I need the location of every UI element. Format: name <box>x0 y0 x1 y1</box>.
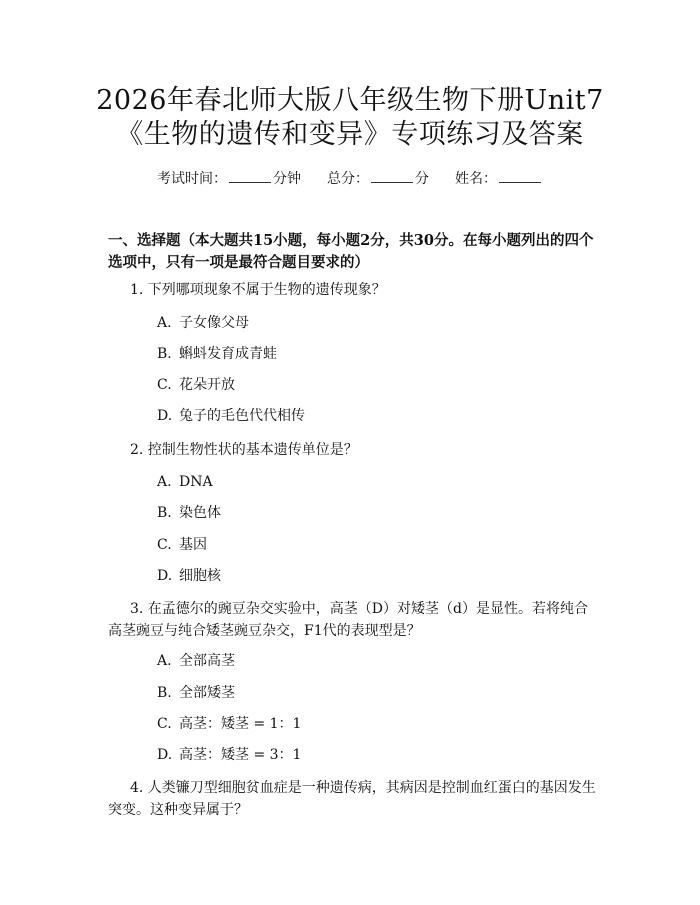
option-text: 子女像父母 <box>179 315 249 331</box>
option-text: 高茎：矮茎 = 1：1 <box>179 716 302 732</box>
question-stem: 1. 下列哪项现象不属于生物的遗传现象？ <box>130 282 386 298</box>
option-key: C. <box>157 716 172 732</box>
option-item <box>157 714 301 734</box>
exam-meta <box>0 168 700 189</box>
option-text: 染色体 <box>179 505 221 521</box>
option-text: 花朵开放 <box>179 377 235 393</box>
title-line-2: 《生物的遗传和变异》专项练习及答案 <box>116 119 584 150</box>
option-item <box>157 313 249 333</box>
option-item <box>157 745 301 765</box>
total-score-blank <box>371 168 413 183</box>
question-stem: 2. 控制生物性状的基本遗传单位是？ <box>130 442 358 458</box>
option-item <box>157 406 305 426</box>
option-key: B. <box>157 685 172 701</box>
total-score-label: 总分： <box>327 171 369 187</box>
option-text: 兔子的毛色代代相传 <box>179 408 305 424</box>
option-text: 细胞核 <box>179 568 221 584</box>
option-key: D. <box>157 568 173 584</box>
option-item <box>157 472 213 492</box>
option-key: B. <box>157 346 172 362</box>
student-name <box>455 168 543 189</box>
exam-time-blank <box>229 168 271 183</box>
option-item <box>157 535 207 555</box>
option-key: A. <box>157 315 172 331</box>
question-stem: 3. 在孟德尔的豌豆杂交实验中，高茎（D）对矮茎（d）是显性。若将纯合高茎豌豆与纯合矮茎豌豆杂交，F1代的表现型是？ <box>108 601 588 639</box>
exam-time-unit: 分钟 <box>273 171 301 187</box>
option-text: 高茎：矮茎 = 3：1 <box>179 747 302 763</box>
option-text: 蝌蚪发育成青蛙 <box>179 346 277 362</box>
option-text: 全部高茎 <box>179 653 235 669</box>
option-key: C. <box>157 537 172 553</box>
exam-time-label: 考试时间： <box>157 171 227 187</box>
total-score-unit: 分 <box>415 171 429 187</box>
option-key: D. <box>157 747 173 763</box>
option-item <box>157 344 277 364</box>
option-item <box>157 683 235 703</box>
option-key: C. <box>157 377 172 393</box>
option-text: DNA <box>179 474 213 490</box>
option-key: B. <box>157 505 172 521</box>
section-heading: 一、选择题（本大题共15小题，每小题2分，共30分。在每小题列出的四个选项中，只有一项是最符合题目要求的） <box>108 232 594 271</box>
total-score <box>327 168 429 189</box>
option-item <box>157 566 221 586</box>
title-line-1: 2026年春北师大版八年级生物下册Unit7 <box>96 85 604 116</box>
option-item <box>157 503 221 523</box>
option-key: A. <box>157 474 172 490</box>
exam-time <box>157 168 301 189</box>
option-text: 全部矮茎 <box>179 685 235 701</box>
student-name-blank <box>499 168 541 183</box>
option-item <box>157 651 235 671</box>
option-text: 基因 <box>179 537 207 553</box>
option-item <box>157 375 235 395</box>
option-key: D. <box>157 408 173 424</box>
option-key: A. <box>157 653 172 669</box>
question-stem: 4. 人类镰刀型细胞贫血症是一种遗传病，其病因是控制血红蛋白的基因发生突变。这种变异属于？ <box>108 780 596 818</box>
student-name-label: 姓名： <box>455 171 497 187</box>
